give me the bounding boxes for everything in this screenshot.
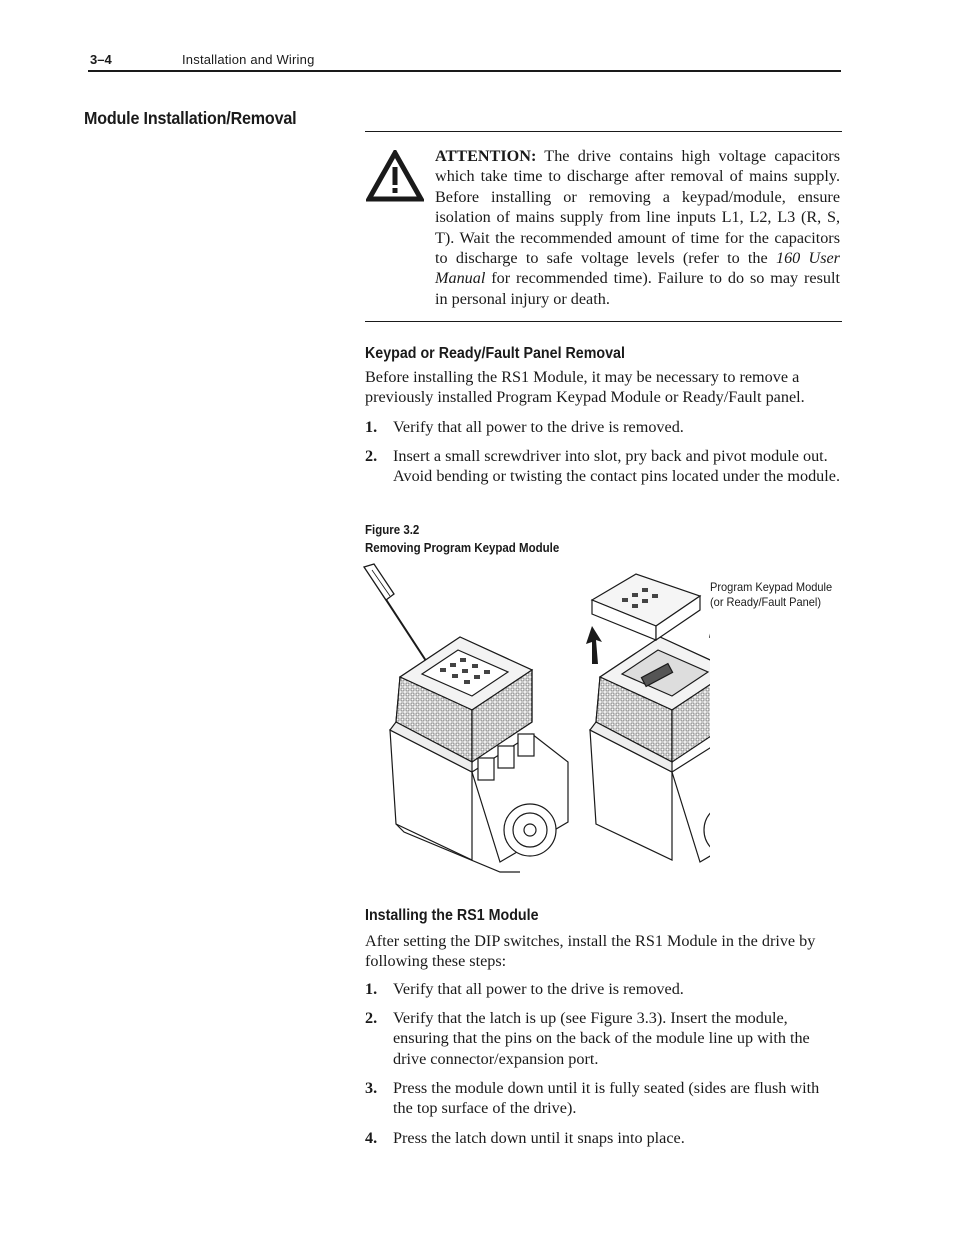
figure-callout: Program Keypad Module (or Ready/Fault Panel)	[710, 580, 833, 609]
install-heading: Installing the RS1 Module	[365, 907, 539, 924]
install-intro: After setting the DIP switches, install the RS1 Module in the drive by following these steps:	[365, 932, 816, 971]
install-step-2: 2. Verify that the latch is up (see Figure 3.3). Insert the module, ensuring that the pins on the back of the module line up with the drive connector/expansion port.	[365, 1009, 810, 1068]
attention-body-1: The drive contains high voltage capacitors which take time to discharge after removal of mains supply. Before installing or removing a keypad/module, ensure isolation of mains supply from line inputs L1, L2, L3 (R, S, T). Wait the recommended amount of time for the capacitors to discharge to safe voltage levels (refer to the	[435, 147, 840, 268]
running-header: Installation and Wiring	[182, 52, 315, 67]
figure-caption: Removing Program Keypad Module	[365, 541, 560, 555]
drive-right	[590, 574, 710, 862]
manual-reference: 160 User Manual	[435, 249, 840, 288]
removal-intro: Before installing the RS1 Module, it may be necessary to remove a previously installed Program Keypad Module or Ready/Fault panel.	[365, 368, 805, 407]
attention-bottom-rule	[365, 321, 842, 322]
install-step-4: 4. Press the latch down until it snaps into place.	[365, 1129, 685, 1147]
attention-label: ATTENTION:	[435, 147, 537, 165]
attention-top-rule	[365, 131, 842, 132]
install-step-1: 1. Verify that all power to the drive is removed.	[365, 980, 684, 998]
removal-heading: Keypad or Ready/Fault Panel Removal	[365, 345, 625, 362]
attention-text	[435, 146, 840, 309]
section-heading: Module Installation/Removal	[84, 108, 297, 128]
removal-step-2: 2. Insert a small screwdriver into slot, pry back and pivot module out. Avoid bending or twisting the contact pins located under the module.	[365, 447, 841, 486]
warning-triangle-icon	[366, 150, 424, 202]
drive-illustration	[360, 562, 710, 887]
attention-body-2: for recommended time). Failure to do so may result in personal injury or death.	[435, 269, 840, 308]
figure-number: Figure 3.2	[365, 523, 420, 537]
page-number: 3–4	[90, 52, 112, 67]
header-rule	[88, 70, 841, 72]
removal-step-1: 1. Verify that all power to the drive is removed.	[365, 418, 684, 436]
install-step-3: 3. Press the module down until it is fully seated (sides are flush with the top surface of the drive).	[365, 1079, 820, 1118]
drive-left	[364, 564, 568, 872]
